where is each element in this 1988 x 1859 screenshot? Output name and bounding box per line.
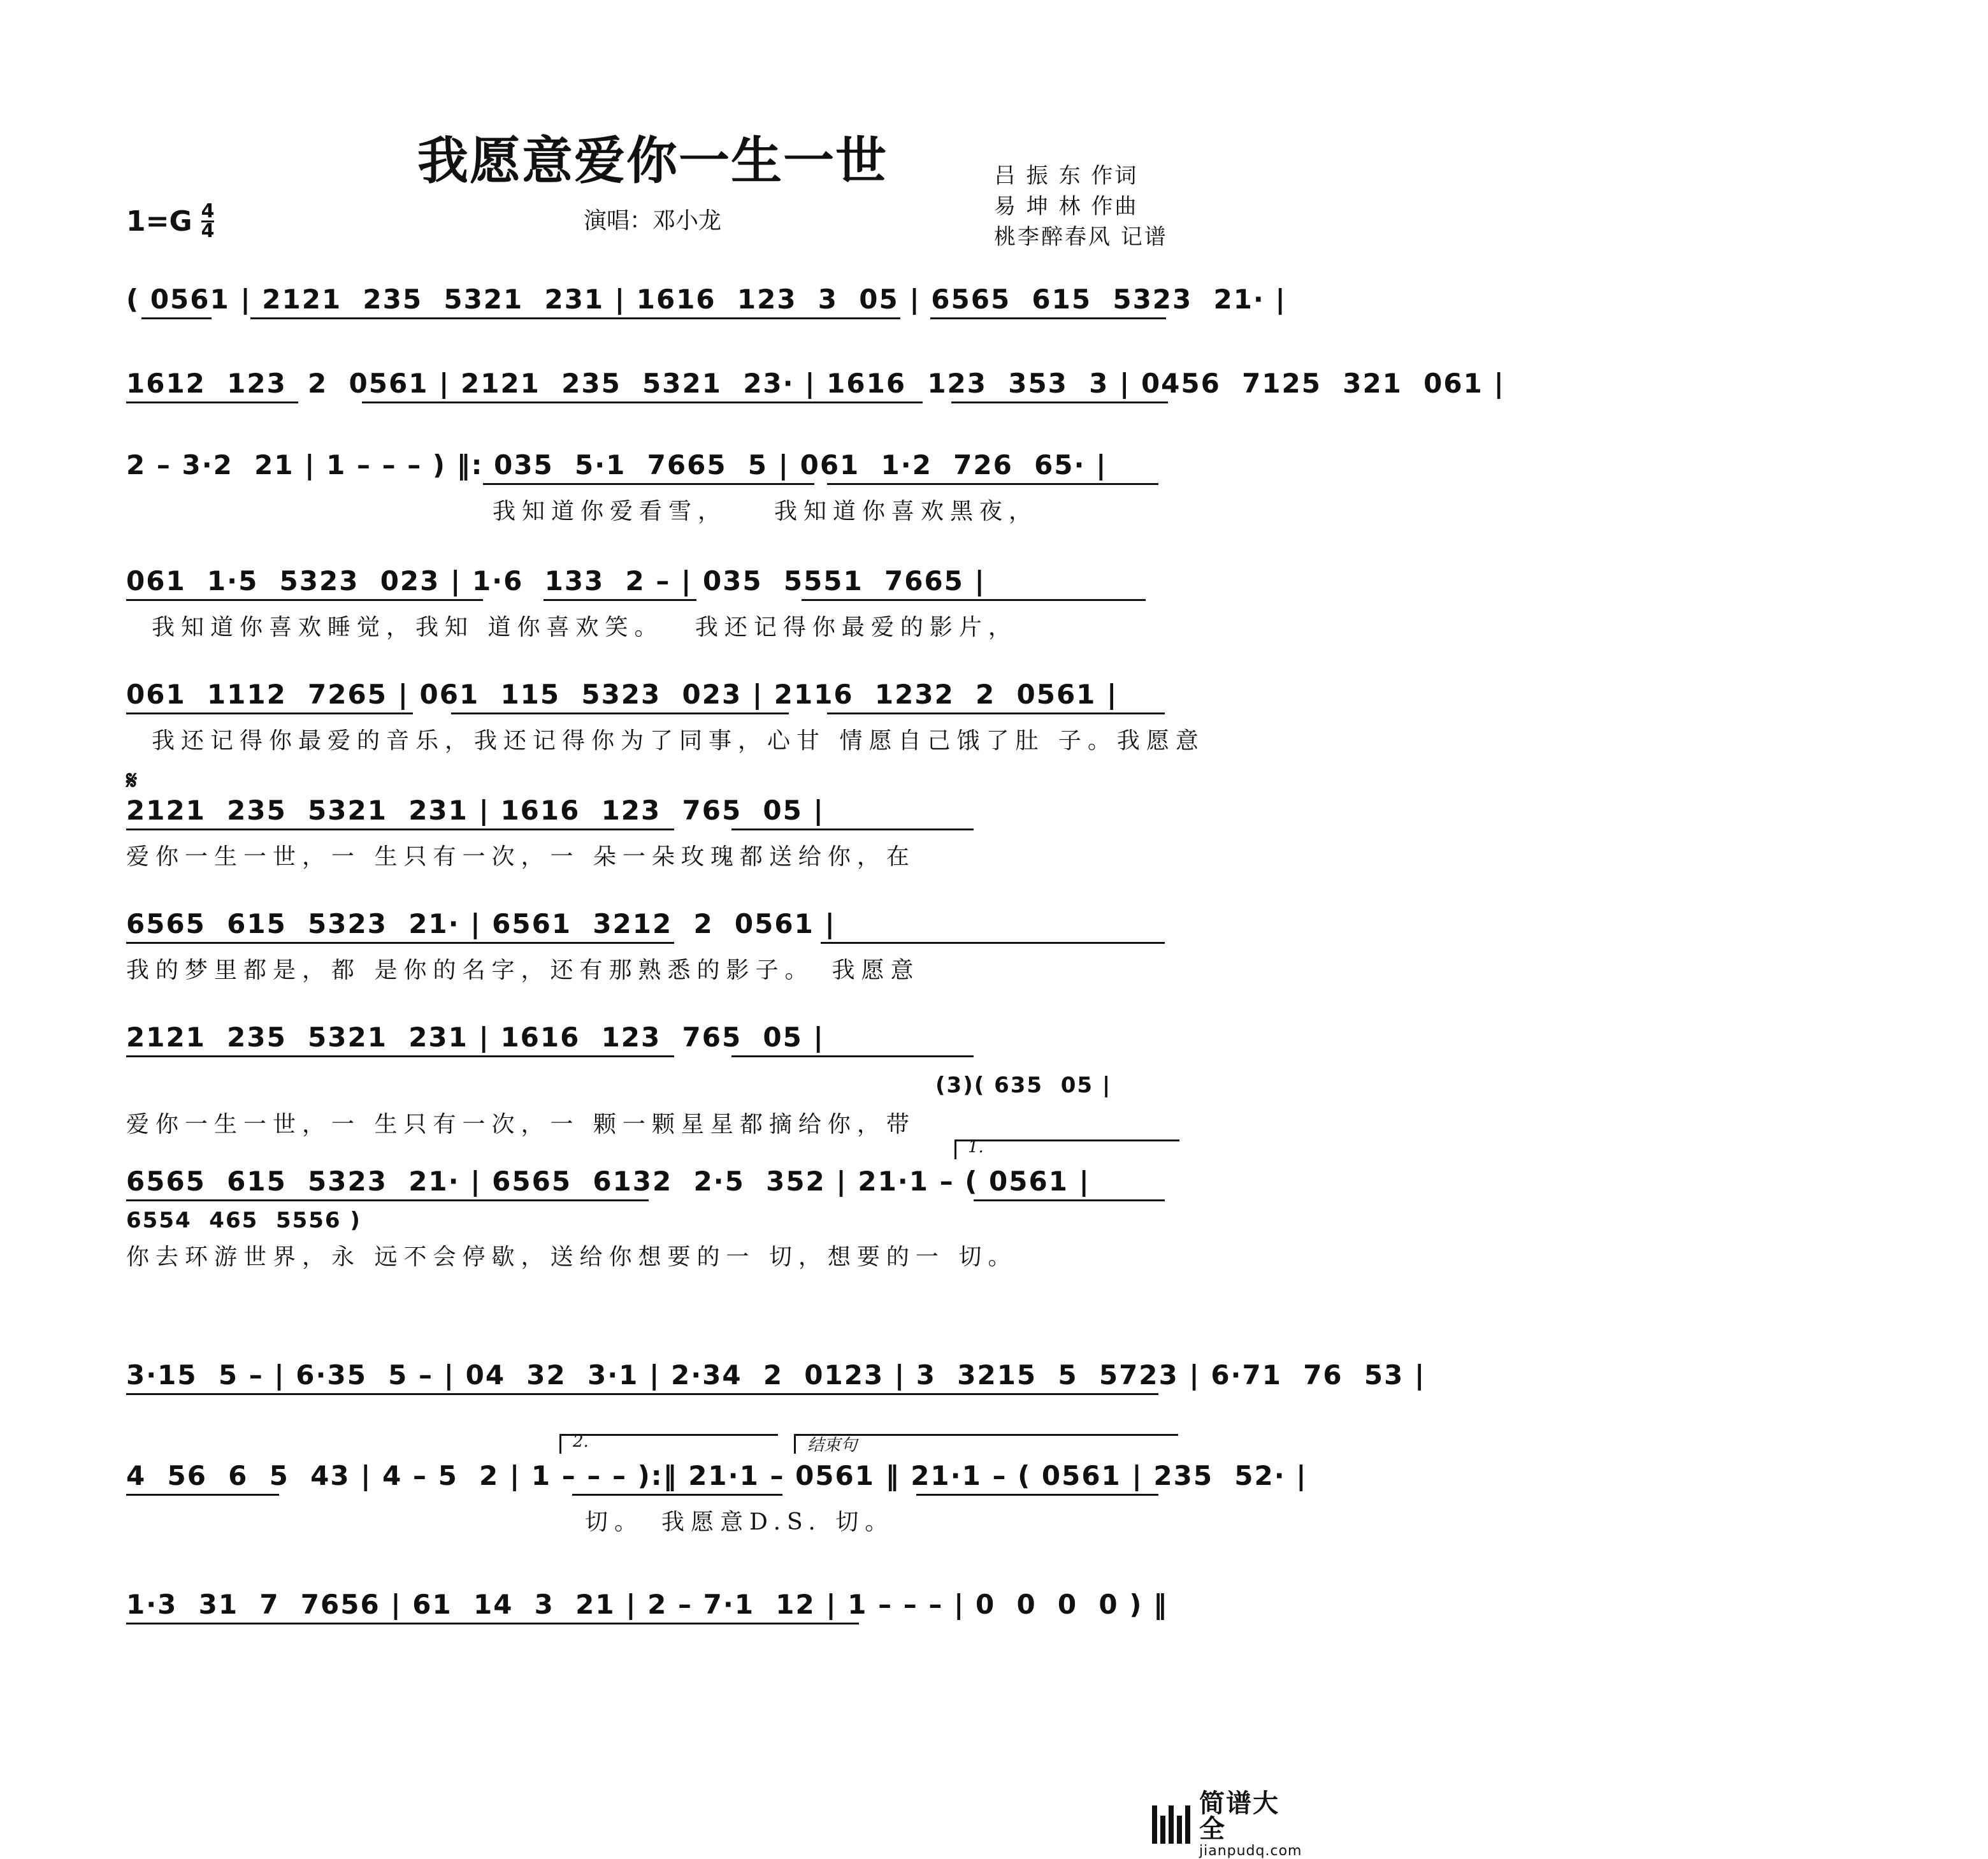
song-title: 我愿意爱你一生一世 <box>417 131 888 191</box>
notes-line: 061 1·5 5323 023 | 1·6 133 2 – | 035 5551 7665 | <box>126 565 997 597</box>
notes-line: 3·15 5 – | 6·35 5 – | 04 32 3·1 | 2·34 2 0123 | 3 3215 5 5723 | 6·71 76 53 | <box>126 1359 1426 1391</box>
site-logo <box>1152 1791 1305 1858</box>
lyrics-line: 我知道你爱看雪， 我知道你喜欢黑夜， <box>493 498 1039 524</box>
ending-label: 结束句 <box>807 1436 858 1455</box>
notes-line: 6565 615 5323 21· | 6565 6132 2·5 352 | 21·1 – ( 0561 | <box>126 1166 1090 1197</box>
notes-line: 2121 235 5321 231 | 1616 123 765 05 | <box>126 795 825 826</box>
lyricist-credit: 吕 振 东 作词 <box>994 163 1139 189</box>
lyrics-line: 我还记得你最爱的音乐，我还记得你为了同事，心甘 情愿自己饿了肚 子。我愿意 <box>152 728 1205 754</box>
site-url: jianpudq.com <box>1199 1843 1302 1859</box>
notes-line: 061 1112 7265 | 061 115 5323 023 | 2116 1232 2 0561 | <box>126 679 1118 710</box>
notes-line: 1·3 31 7 7656 | 61 14 3 21 | 2 – 7·1 12 | 1 – – – | 0 0 0 0 ) ‖ <box>126 1589 1169 1620</box>
segno-mark: 𝄋 <box>126 766 138 795</box>
notes-line: 4 56 6 5 43 | 4 – 5 2 | 1 – – – ):‖ 21·1 – 0561 ‖ 21·1 – ( 0561 | 235 52· | <box>126 1460 1307 1491</box>
site-name: 简谱大全 <box>1199 1789 1279 1844</box>
credits-block <box>994 161 1168 252</box>
alternate-notes-line: (3)( 635 05 | <box>935 1073 1112 1098</box>
lyrics-line: 我的梦里都是，都 是你的名字，还有那熟悉的影子。 我愿意 <box>126 957 920 983</box>
lyrics-line: 爱你一生一世，一 生只有一次，一 朵一朵玫瑰都送给你，在 <box>126 844 916 870</box>
first-ending-label: 1. <box>968 1138 984 1157</box>
ending-bracket <box>794 1434 1178 1454</box>
lyrics-line: 你去环游世界，永 远不会停歇，送给你想要的一 切，想要的一 切。 <box>126 1244 1018 1270</box>
notes-line: 2121 235 5321 231 | 1616 123 765 05 | <box>126 1022 825 1053</box>
key-label: 1=G <box>126 205 192 238</box>
notes-line: 6565 615 5323 21· | 6561 3212 2 0561 | <box>126 908 836 939</box>
notes-line: ( 0561 | 2121 235 5321 231 | 1616 123 3 05 | 6565 615 5323 21· | <box>126 284 1286 315</box>
singer-credit: 演唱：邓小龙 <box>583 208 721 234</box>
lyrics-line: 切。 我愿意D.S. 切。 <box>585 1509 895 1535</box>
alternate-notes-line: 6554 465 5556 ) <box>126 1208 361 1233</box>
second-ending-label: 2. <box>573 1432 589 1451</box>
time-signature-top: 4 <box>201 200 215 222</box>
lyrics-line: 我知道你喜欢睡觉，我知 道你喜欢笑。 我还记得你最爱的影片， <box>152 614 1018 640</box>
second-ending-bracket <box>559 1434 778 1454</box>
transcriber-credit: 桃李醉春风 记谱 <box>994 224 1168 250</box>
piano-keys-icon <box>1152 1805 1190 1844</box>
notes-line: 2 – 3·2 21 | 1 – – – ) ‖: 035 5·1 7665 5 | 061 1·2 726 65· | <box>126 449 1107 481</box>
first-ending-bracket <box>954 1139 1179 1159</box>
composer-credit: 易 坤 林 作曲 <box>994 194 1139 219</box>
lyrics-line: 爱你一生一世，一 生只有一次，一 颗一颗星星都摘给你，带 <box>126 1111 916 1138</box>
time-signature-bottom: 4 <box>201 220 215 242</box>
notes-line: 1612 123 2 0561 | 2121 235 5321 23· | 1616 123 353 3 | 0456 7125 321 061 | <box>126 368 1505 399</box>
